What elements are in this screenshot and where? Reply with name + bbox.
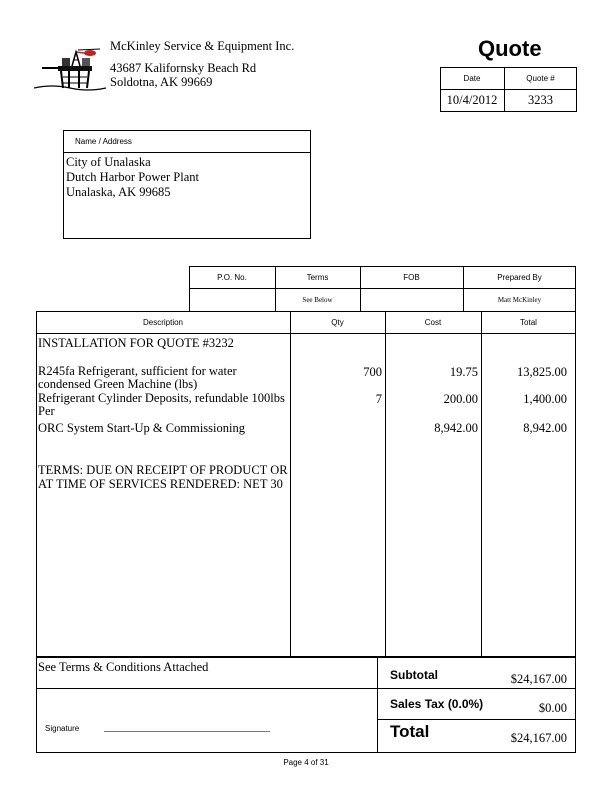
sales-tax-label: Sales Tax (0.0%) xyxy=(390,697,484,711)
quote-date: 10/4/2012 xyxy=(446,93,498,107)
table-row-total: 1,400.00 xyxy=(523,392,567,406)
subtotal-value: $24,167.00 xyxy=(510,672,567,686)
table-row-total: 13,825.00 xyxy=(517,365,567,379)
po-value xyxy=(189,288,275,312)
prepared-by-value: Matt McKinley xyxy=(497,296,542,304)
signature-line[interactable] xyxy=(104,731,270,732)
company-name: McKinley Service & Equipment Inc. xyxy=(110,39,295,53)
quote-number: 3233 xyxy=(528,93,553,107)
table-row-total: 8,942.00 xyxy=(523,421,567,435)
column-header-qty: Qty xyxy=(331,317,344,327)
table-row-cost: 8,942.00 xyxy=(434,421,478,435)
address-line2: Dutch Harbor Power Plant xyxy=(66,170,199,184)
prepared-by-label: Prepared By xyxy=(497,272,542,282)
page-number: Page 4 of 31 xyxy=(283,758,329,767)
address-line1: City of Unalaska xyxy=(66,155,151,169)
fob-label: FOB xyxy=(403,272,420,282)
quote-number-label: Quote # xyxy=(526,73,555,83)
oil-rig-helicopter-logo-icon xyxy=(34,44,106,94)
subtotal-label: Subtotal xyxy=(390,668,438,682)
sales-tax-value: $0.00 xyxy=(538,701,567,715)
quote-heading-line: INSTALLATION FOR QUOTE #3232 xyxy=(38,336,234,350)
document-title: Quote xyxy=(478,36,542,61)
table-row-qty: 7 xyxy=(375,392,382,406)
table-row-qty: 700 xyxy=(363,365,382,379)
company-address-line2: Soldotna, AK 99669 xyxy=(110,75,213,89)
total-label: Total xyxy=(390,722,430,741)
column-header-description: Description xyxy=(142,317,183,327)
table-row-cost: 200.00 xyxy=(443,392,478,406)
terms-conditions-note: See Terms & Conditions Attached xyxy=(38,660,209,674)
terms-note: TERMS: DUE ON RECEIPT OF PRODUCT OR AT TIME OF SERVICES RENDERED: NET 30 xyxy=(38,463,288,491)
column-header-cost: Cost xyxy=(424,317,442,327)
terms-label: Terms xyxy=(306,272,329,282)
table-row-description: R245fa Refrigerant, sufficient for water condensed Green Machine (lbs) xyxy=(38,364,237,391)
date-label: Date xyxy=(463,73,481,83)
fob-value xyxy=(360,288,463,312)
table-row-description: Refrigerant Cylinder Deposits, refundable 100lbs Per xyxy=(38,391,285,418)
address-label: Name / Address xyxy=(75,137,132,146)
table-row-description: ORC System Start-Up & Commissioning xyxy=(38,421,245,435)
table-row-cost: 19.75 xyxy=(449,365,478,379)
signature-label: Signature xyxy=(45,724,80,733)
address-line3: Unalaska, AK 99685 xyxy=(66,185,171,199)
terms-value: See Below xyxy=(302,296,333,304)
total-value: $24,167.00 xyxy=(510,731,567,745)
company-address-line1: 43687 Kalifornsky Beach Rd xyxy=(110,61,257,75)
po-label: P.O. No. xyxy=(217,272,247,282)
column-header-total: Total xyxy=(520,317,537,327)
company-logo xyxy=(34,44,106,94)
